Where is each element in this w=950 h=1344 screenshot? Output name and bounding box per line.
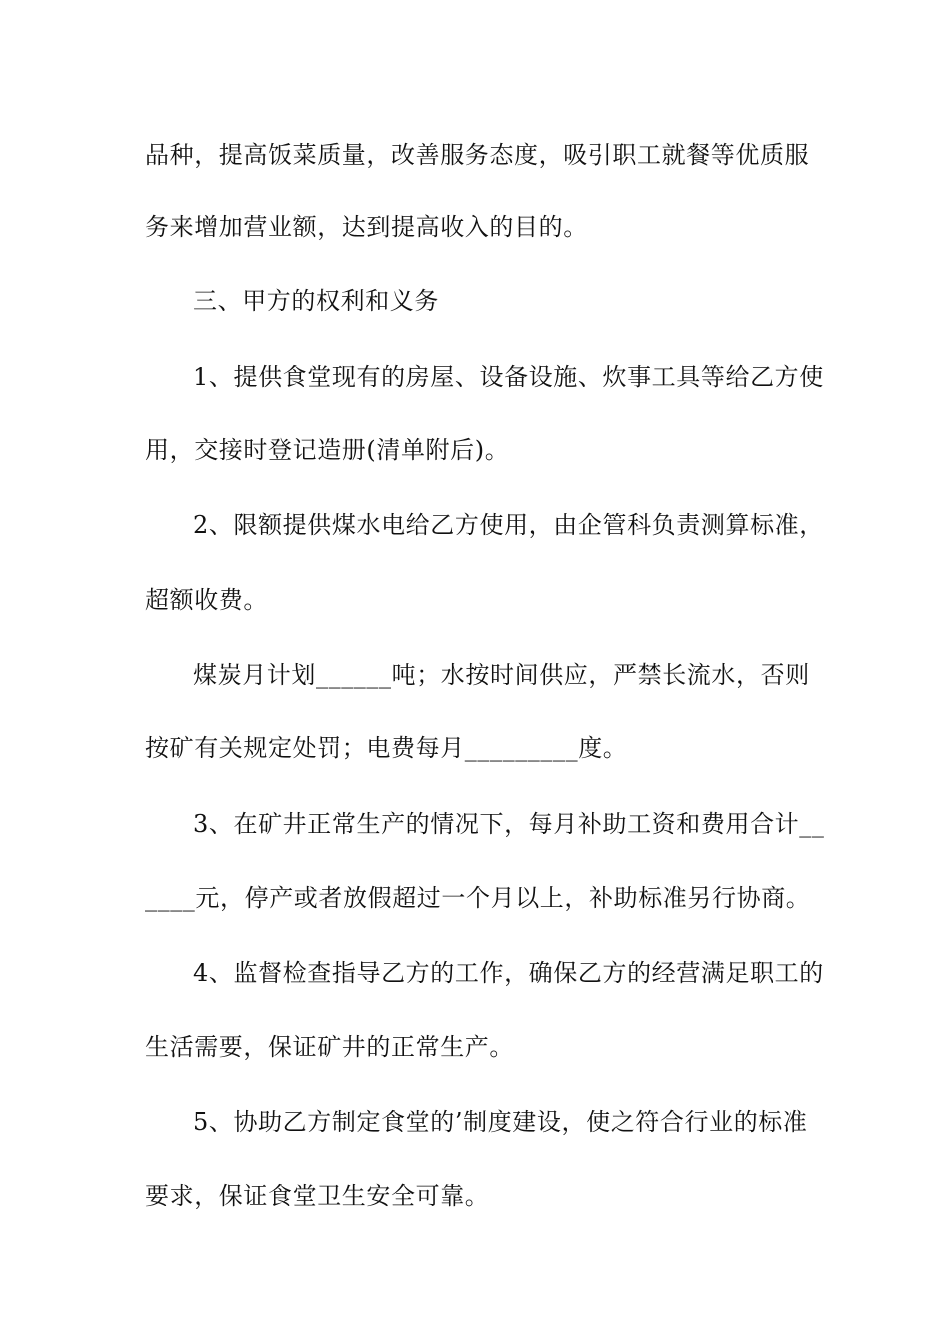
section-heading: 三、甲方的权利和义务 — [193, 287, 439, 315]
text-line: 2、限额提供煤水电给乙方使用，由企管科负责测算标准， — [193, 511, 824, 539]
text-line: 按矿有关规定处罚；电费每月_________度。 — [145, 734, 628, 762]
text-line: 生活需要，保证矿井的正常生产。 — [145, 1033, 514, 1061]
text-line: 煤炭月计划______吨；水按时间供应，严禁长流水，否则 — [193, 661, 810, 689]
text-line: 品种，提高饭菜质量，改善服务态度，吸引职工就餐等优质服 — [145, 141, 810, 169]
text-line: 3、在矿井正常生产的情况下，每月补助工资和费用合计__ — [193, 810, 825, 838]
text-line: 务来增加营业额，达到提高收入的目的。 — [145, 213, 588, 241]
text-line: 超额收费。 — [145, 586, 268, 614]
text-line: ____元，停产或者放假超过一个月以上，补助标准另行协商。 — [145, 884, 811, 912]
text-line: 4、监督检查指导乙方的工作，确保乙方的经营满足职工的 — [193, 959, 824, 987]
text-line: 要求，保证食堂卫生安全可靠。 — [145, 1182, 490, 1210]
text-line: 用，交接时登记造册(清单附后)。 — [145, 436, 510, 464]
text-line: 1、提供食堂现有的房屋、设备设施、炊事工具等给乙方使 — [193, 363, 824, 391]
text-line: 5、协助乙方制定食堂的’制度建设，使之符合行业的标准 — [193, 1108, 808, 1136]
